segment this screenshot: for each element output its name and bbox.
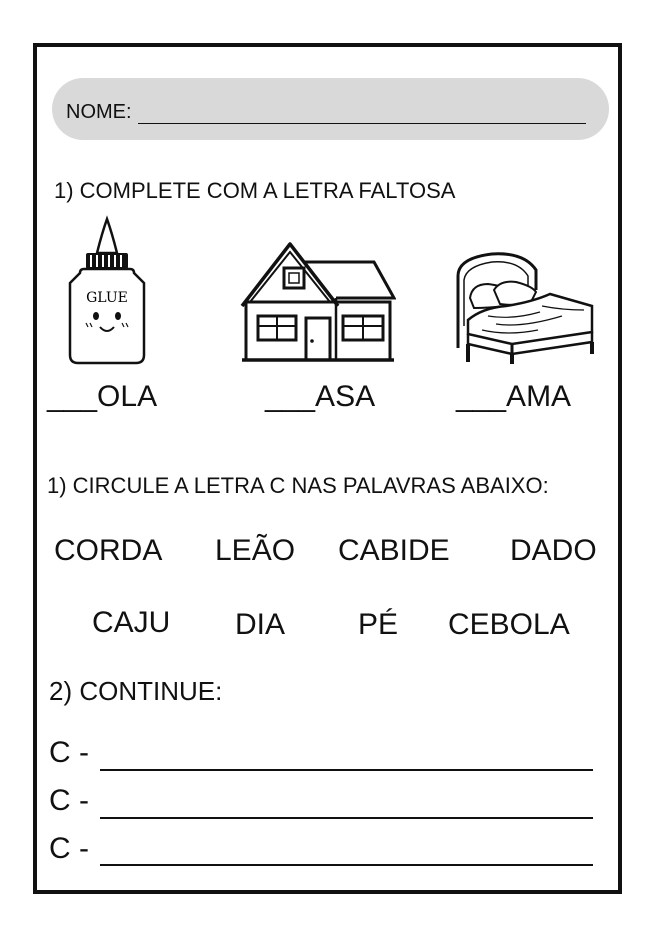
continue-label: C - <box>49 784 89 817</box>
missing-letter-word-3: ___AMA <box>456 380 572 413</box>
circle-word[interactable]: LEÃO <box>215 534 296 567</box>
circle-word[interactable]: DADO <box>510 534 597 567</box>
circle-word[interactable]: PÉ <box>358 608 399 641</box>
circle-word[interactable]: DIA <box>235 608 286 641</box>
continue-write-line[interactable] <box>100 817 593 819</box>
name-bar <box>52 78 609 140</box>
missing-letter-word-1: ___OLA <box>47 380 158 413</box>
section1-title: 1) COMPLETE COM A LETRA FALTOSA <box>54 178 456 203</box>
circle-word[interactable]: CAJU <box>92 606 171 639</box>
glue-label: GLUE <box>86 290 128 306</box>
missing-letter-word-2: ___ASA <box>265 380 376 413</box>
glue-bottle-icon <box>62 215 152 367</box>
section2-title: 1) CIRCULE A LETRA C NAS PALAVRAS ABAIXO: <box>47 473 549 498</box>
circle-word[interactable]: CORDA <box>54 534 163 567</box>
circle-word[interactable]: CEBOLA <box>448 608 570 641</box>
continue-label: C - <box>49 832 89 865</box>
circle-word[interactable]: CABIDE <box>338 534 450 567</box>
continue-write-line[interactable] <box>100 769 593 771</box>
continue-label: C - <box>49 736 89 769</box>
bed-icon <box>452 250 598 366</box>
section3-title: 2) CONTINUE: <box>49 676 223 706</box>
name-write-line[interactable] <box>138 123 586 124</box>
house-icon <box>240 240 396 366</box>
worksheet-border <box>33 43 622 894</box>
name-label: NOME: <box>66 101 132 123</box>
continue-write-line[interactable] <box>100 864 593 866</box>
